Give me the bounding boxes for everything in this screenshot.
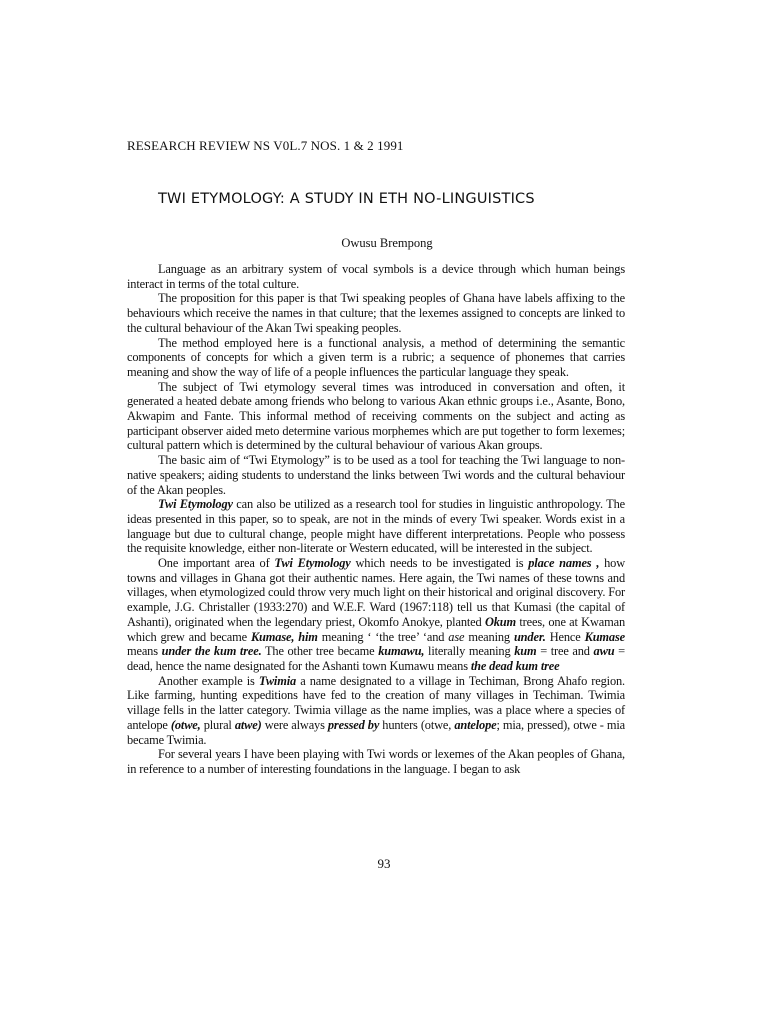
- paragraph-text: Hence: [545, 629, 585, 644]
- emphasis-term: (otwe,: [170, 717, 201, 732]
- paragraph-text: Another example is: [158, 673, 259, 688]
- emphasis-term: pressed by: [327, 717, 380, 732]
- paragraph-text: can also be utilized as a research tool for studies in linguistic anthropology. The ideas presented in this paper, so to speak, are not in the minds of every Twi speaker. Words exist in a language but due to cultural change, people might have different interpretations. People who possess the requisite knowledge, either non-literate or Western educated, will be interested in the subject.: [127, 497, 625, 556]
- paragraph-text: a name designated to a village in Techiman, Brong Ahafo region. Like farming, hunting expeditions have fed to the creation of many villages in Techiman. Twimia village fells in the latter category. Twimia village as the name implies, was a place where a species of antelope: [127, 673, 626, 732]
- page-number: 93: [377, 856, 391, 871]
- emphasis-term: Twi Etymology: [158, 497, 233, 512]
- paragraph-1: Language as an arbitrary system of vocal symbols is a device through which human beings interact in terms of the total culture.: [127, 262, 625, 291]
- paragraph-text: = tree and: [536, 644, 594, 659]
- paragraph-9: For several years I have been playing with Twi words or lexemes of the Akan peoples of Ghana, in reference to a number of interesting foundations in the language. I began to ask: [127, 747, 625, 776]
- paragraph-text: hunters (otwe,: [379, 717, 455, 732]
- author-name: Owusu Brempong: [341, 236, 433, 250]
- paragraph-5: The basic aim of “Twi Etymology” is to be used as a tool for teaching the Twi language to non-native speakers; aiding students to understand the links between Twi words and the cultural behaviour of the Akan peoples.: [127, 453, 625, 497]
- emphasis-term: Okum: [484, 614, 517, 629]
- emphasis-term: Kumase, him: [250, 629, 318, 644]
- paragraph-text: = dead, hence the name designated for the Ashanti town Kumawu means: [127, 644, 625, 673]
- paragraph-text: means: [127, 644, 162, 659]
- emphasis-term: under.: [513, 629, 546, 644]
- paragraph-text: ; mia, pressed), otwe - mia became Twimia.: [127, 717, 625, 747]
- emphasis-term: ase: [448, 629, 465, 644]
- paragraph-8: [127, 674, 625, 748]
- paragraph-text: meaning: [464, 629, 514, 644]
- paragraph-7: [127, 556, 625, 674]
- emphasis-term: under the kum tree.: [161, 644, 262, 659]
- emphasis-term: kumawu,: [378, 644, 425, 659]
- running-head: RESEARCH REVIEW NS V0L.7 NOS. 1 & 2 1991: [127, 138, 404, 153]
- paragraph-4: The subject of Twi etymology several times was introduced in conversation and often, it generated a heated debate among friends who belong to various Akan ethnic groups i.e., Asante, Bono, Akwapim and Fante. This informal method of receiving comments on the subject and acting as participant observer aided meto determine various morphemes which are put together to form lexemes; cultural pattern which is determined by the cultural behaviour of various Akan groups.: [127, 379, 625, 453]
- article-body: [127, 262, 625, 777]
- emphasis-term: place names ,: [528, 556, 600, 571]
- paragraph-text: One important area of: [158, 556, 275, 571]
- paragraph-text: were always: [261, 717, 328, 732]
- emphasis-term: Twimia: [258, 673, 297, 688]
- paragraph-2: The proposition for this paper is that Twi speaking peoples of Ghana have labels affixing to the behaviours which receive the names in that culture; that the lexemes assigned to concepts are linked to the cultural behaviour of the Akan Twi speaking peoples.: [127, 291, 625, 335]
- emphasis-term: Kumase: [584, 629, 625, 644]
- paragraph-text: meaning ‘ ‘the tree’ ‘and: [317, 629, 449, 644]
- paragraph-3: The method employed here is a functional analysis, a method of determining the semantic components of concepts for which a given term is a rubric; a sequence of phonemes that carries meaning and show the way of life of a people influences the particular language they speak.: [127, 335, 625, 379]
- paragraph-text: trees, one at Kwaman which grew and became: [127, 614, 626, 644]
- paragraph-text: how towns and villages in Ghana got their authentic names. Here again, the Twi names of these towns and villages, when etymologized could throw very much light on their historical and original discovery. For example, J.G. Christaller (1933:270) and W.E.F. Ward (1967:118) tell us that Kumasi (the capital of Ashanti), originated when the legendary priest, Okomfo Anokye, planted: [127, 556, 625, 629]
- paragraph-6: [127, 497, 625, 556]
- emphasis-term: antelope: [454, 717, 497, 732]
- paragraph-text: The other tree became: [261, 644, 379, 659]
- article-title: TWI ETYMOLOGY: A STUDY IN ETH NO-LINGUISTICS: [158, 191, 535, 207]
- paragraph-text: plural: [200, 717, 235, 732]
- emphasis-term: kum: [514, 644, 537, 659]
- emphasis-term: the dead kum tree: [470, 658, 560, 673]
- emphasis-term: awu: [593, 644, 615, 659]
- emphasis-term: Twi Etymology: [274, 556, 351, 571]
- paragraph-text: which needs to be investigated is: [350, 556, 529, 571]
- emphasis-term: atwe): [234, 717, 262, 732]
- paragraph-text: literally meaning: [424, 644, 515, 659]
